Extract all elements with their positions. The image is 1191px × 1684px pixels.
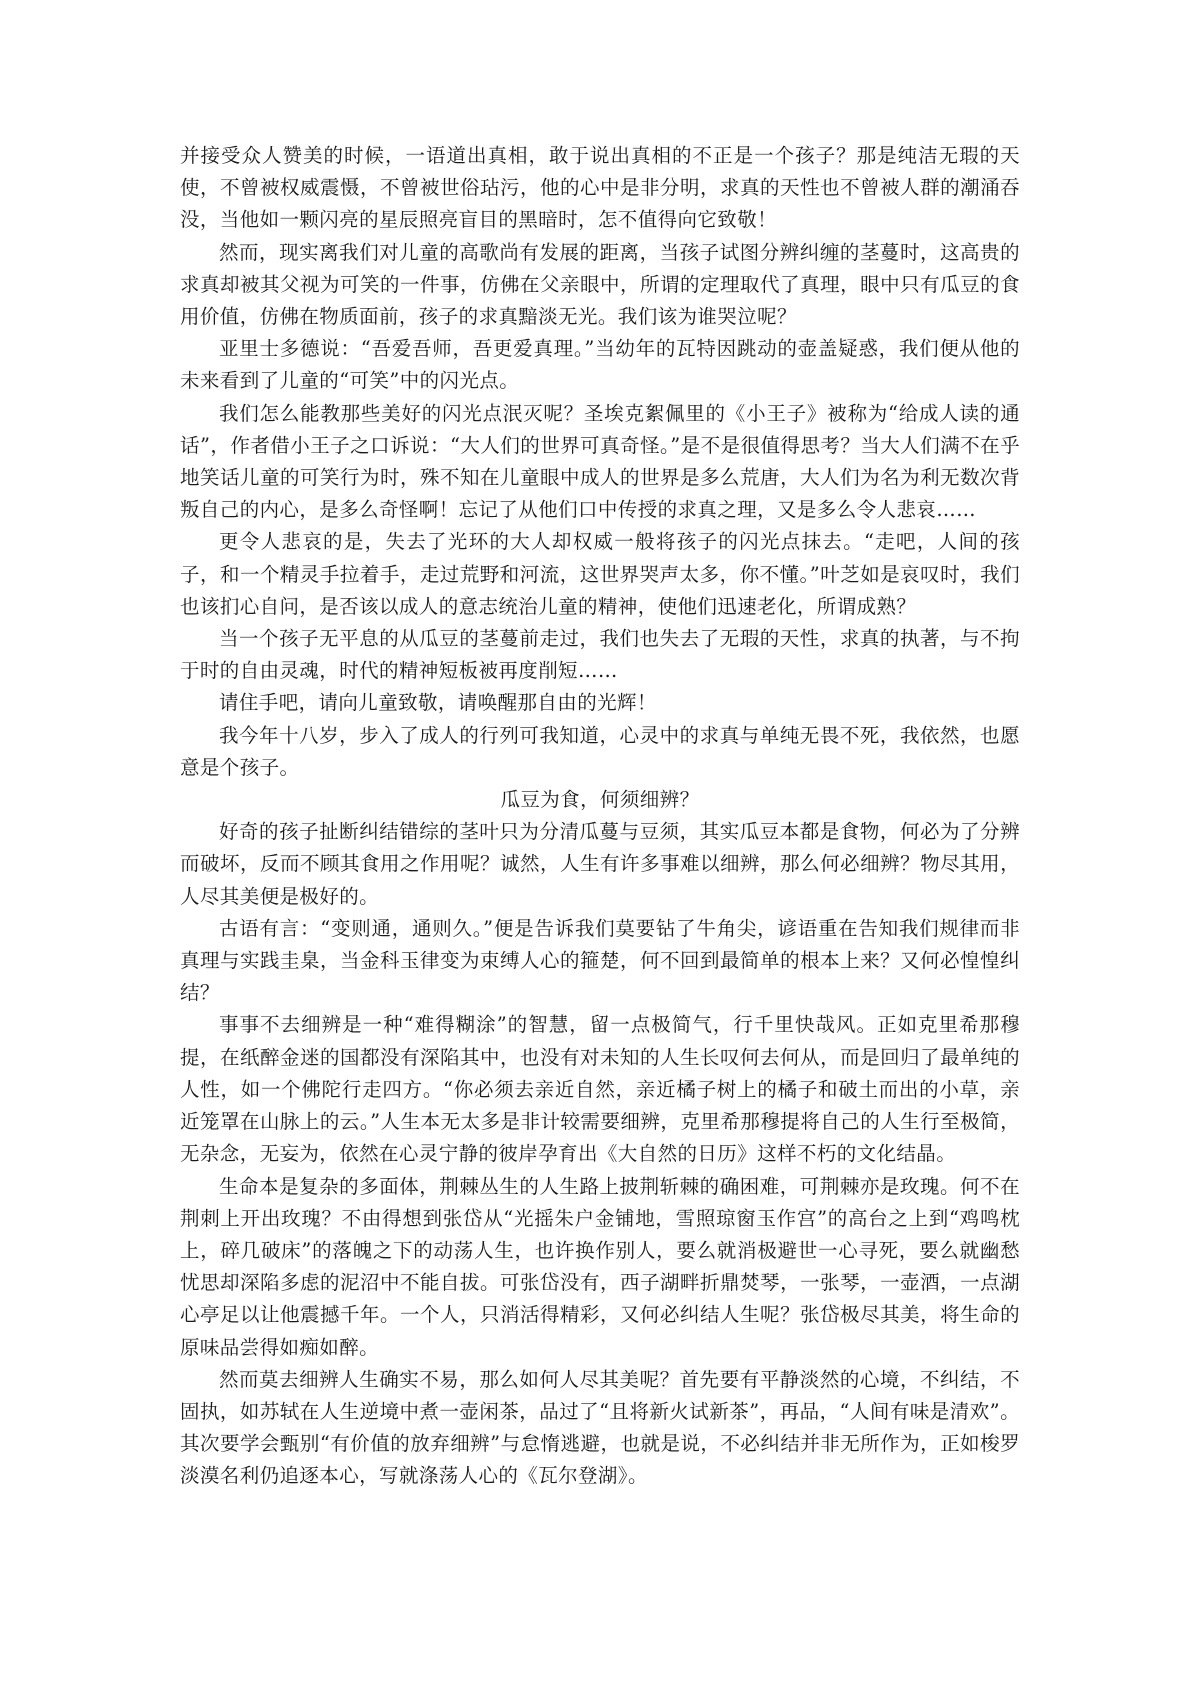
essay-one-paragraph: 我们怎么能教那些美好的闪光点泯灭呢？圣埃克絮佩里的《小王子》被称为“给成人读的通话”，作者借小王子之口诉说：“大人们的世界可真奇怪。”是不是很值得思考？当大人们满不在乎地笑话儿童的可笑行为时，殊不知在儿童眼中成人的世界是多么荒唐，大人们为名为利无数次背叛自己的内心，是多么奇怪啊！忘记了从他们口中传授的求真之理，又是多么令人悲哀…… [180, 401, 1020, 522]
essay-one-paragraph: 我今年十八岁，步入了成人的行列可我知道，心灵中的求真与单纯无畏不死，我依然，也愿意是个孩子。 [180, 723, 1020, 779]
essay-one-paragraph: 然而，现实离我们对儿童的高歌尚有发展的距离，当孩子试图分辨纠缠的茎蔓时，这高贵的求真却被其父视为可笑的一件事，仿佛在父亲眼中，所谓的定理取代了真理，眼中只有瓜豆的食用价值，仿佛在物质面前，孩子的求真黯淡无光。我们该为谁哭泣呢？ [180, 240, 1020, 329]
essay-one-paragraph: 亚里士多德说：“吾爱吾师，吾更爱真理。”当幼年的瓦特因跳动的壶盖疑惑，我们便从他的未来看到了儿童的“可笑”中的闪光点。 [180, 337, 1020, 393]
essay-one-paragraph: 请住手吧，请向儿童致敬，请唤醒那自由的光辉！ [219, 691, 657, 715]
document-page [180, 140, 1020, 1493]
essay-two-paragraph: 生命本是复杂的多面体，荆棘丛生的人生路上披荆斩棘的确困难，可荆棘亦是玫瑰。何不在荆刺上开出玫瑰？不由得想到张岱从“光摇朱户金铺地，雪照琼窗玉作宫”的高台之上到“鸡鸣枕上，碎几破床”的落魄之下的动荡人生，也许换作别人，要么就消极避世一心寻死，要么就幽愁忧思却深陷多虑的泥沼中不能自拔。可张岱没有，西子湖畔折鼎焚琴，一张琴，一壶酒，一点湖心亭足以让他震撼千年。一个人，只消活得精彩，又何必纠结人生呢？张岱极尽其美，将生命的原味品尝得如痴如醉。 [180, 1174, 1020, 1359]
essay-one-paragraph: 并接受众人赞美的时候，一语道出真相，敢于说出真相的不正是一个孩子？那是纯洁无瑕的天使，不曾被权威震慑，不曾被世俗玷污，他的心中是非分明，求真的天性也不曾被人群的潮涌吞没，当他如一颗闪亮的星辰照亮盲目的黑暗时，怎不值得向它致敬！ [180, 144, 1020, 232]
essay-two-paragraph: 事事不去细辨是一种“难得糊涂”的智慧，留一点极简气，行千里快哉风。正如克里希那穆提，在纸醉金迷的国都没有深陷其中，也没有对未知的人生长叹何去何从，而是回归了最单纯的人性，如一个佛陀行走四方。“你必须去亲近自然，亲近橘子树上的橘子和破土而出的小草，亲近笼罩在山脉上的云。”人生本无太多是非计较需要细辨，克里希那穆提将自己的人生行至极简，无杂念，无妄为，依然在心灵宁静的彼岸孕育出《大自然的日历》这样不朽的文化结晶。 [180, 1013, 1020, 1166]
essay-one-paragraph: 更令人悲哀的是，失去了光环的大人却权威一般将孩子的闪光点抹去。“走吧，人间的孩子，和一个精灵手拉着手，走过荒野和河流，这世界哭声太多，你不懂。”叶芝如是哀叹时，我们也该扪心自问，是否该以成人的意志统治儿童的精神，使他们迅速老化，所谓成熟？ [180, 530, 1020, 618]
essay-two-paragraph: 然而莫去细辨人生确实不易，那么如何人尽其美呢？首先要有平静淡然的心境，不纠结，不固执，如苏轼在人生逆境中煮一壶闲茶，品过了“且将新火试新茶”，再品，“人间有味是清欢”。其次要学会甄别“有价值的放弃细辨”与怠惰逃避，也就是说，不必纠结并非无所作为，正如梭罗淡漠名利仍追逐本心，写就涤荡人心的《瓦尔登湖》。 [180, 1367, 1020, 1488]
essay-one-paragraph: 当一个孩子无平息的从瓜豆的茎蔓前走过，我们也失去了无瑕的天性，求真的执著，与不拘于时的自由灵魂，时代的精神短板被再度削短…… [180, 627, 1020, 683]
essay-two-paragraph: 好奇的孩子扯断纠结错综的茎叶只为分清瓜蔓与豆须，其实瓜豆本都是食物，何必为了分辨而破坏，反而不顾其食用之作用呢？诚然，人生有许多事难以细辨，那么何必细辨？物尽其用，人尽其美便是极好的。 [180, 820, 1020, 908]
essay-two-paragraph: 古语有言：“变则通，通则久。”便是告诉我们莫要钻了牛角尖，谚语重在告知我们规律而非真理与实践圭臬，当金科玉律变为束缚人心的箍楚，何不回到最简单的根本上来？又何必惶惶纠结？ [180, 916, 1020, 1005]
essay-one [180, 140, 1020, 784]
essay-two-title: 瓜豆为食，何须细辨？ [500, 788, 700, 812]
essay-two [180, 784, 1020, 1492]
